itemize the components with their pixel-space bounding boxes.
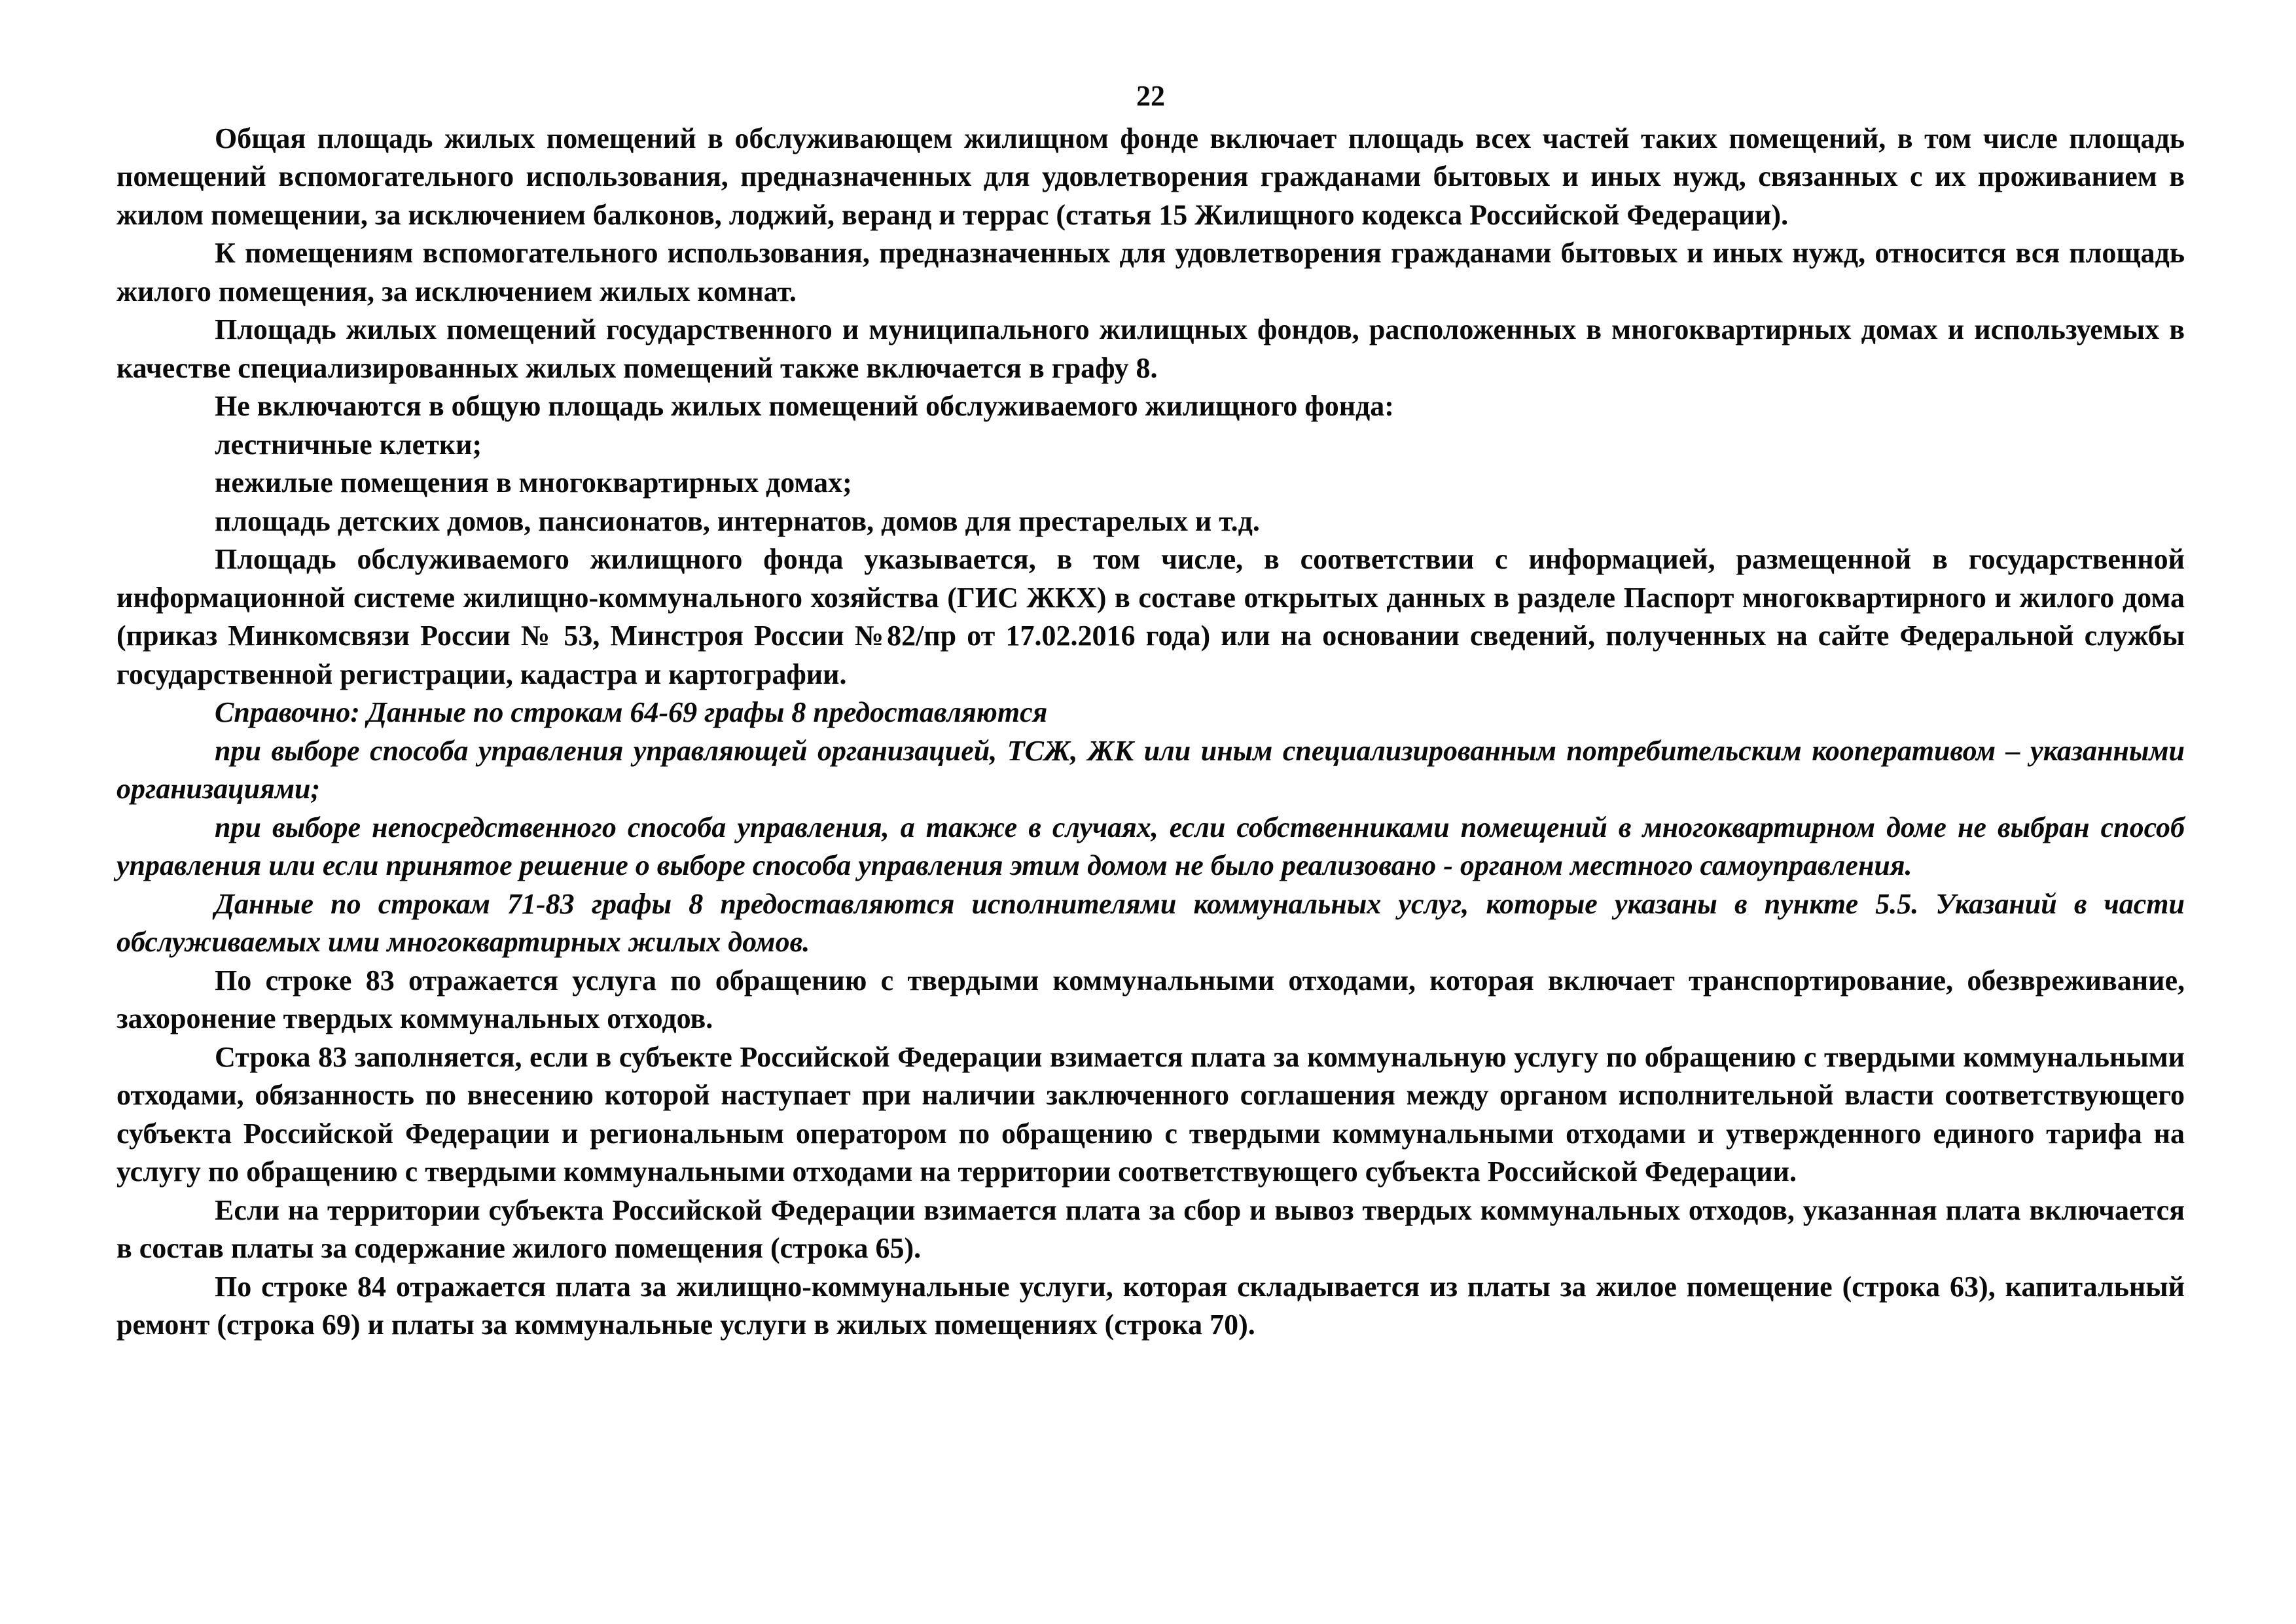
paragraph: площадь детских домов, пансионатов, интернатов, домов для престарелых и т.д. [215,504,1260,537]
paragraph: Общая площадь жилых помещений в обслуживающем жилищном фонде включает площадь всех частей таких помещений, в том числе площадь помещений вспомогательного использования, предназначенных для удовлетворения гражданами бытовых и иных нужд, связанных с их проживанием в жилом помещении, за исключением балконов, лоджий, веранд и террас (статья 15 Жилищного кодекса Российской Федерации). [117,122,2185,231]
paragraph: Если на территории субъекта Российской Федерации взимается плата за сбор и вывоз твердых коммунальных отходов, указанная плата включается в состав платы за содержание жилого помещения (строка 65). [117,1193,2185,1264]
paragraph: при выборе непосредственного способа управления, а также в случаях, если собственниками помещений в многоквартирном доме не выбран способ управления или если принятое решение о выборе способа управления этим домом не было реализовано - органом местного самоуправления. [117,811,2185,881]
paragraph: лестничные клетки; [215,428,482,461]
paragraph: Данные по строкам 71-83 графы 8 предоставляются исполнителями коммунальных услуг, которые указаны в пункте 5.5. Указаний в части обслуживаемых ими многоквартирных жилых домов. [117,887,2185,958]
paragraph: Площадь жилых помещений государственного и муниципального жилищных фондов, расположенных в многоквартирных домах и используемых в качестве специализированных жилых помещений также включается в графу 8. [117,313,2185,384]
paragraph: По строке 84 отражается плата за жилищно-коммунальные услуги, которая складывается из платы за жилое помещение (строка 63), капитальный ремонт (строка 69) и платы за коммунальные услуги в жилых помещениях (строка 70). [117,1270,2185,1341]
paragraph: Площадь обслуживаемого жилищного фонда указывается, в том числе, в соответствии с информацией, размещенной в государственной информационной системе жилищно-коммунального хозяйства (ГИС ЖКХ) в составе открытых данных в разделе Паспорт многоквартирного и жилого дома (приказ Минкомсвязи России № 53, Минстроя России №82/пр от 17.02.2016 года) или на основании сведений, полученных на сайте Федеральной службы государственной регистрации, кадастра и картографии. [117,543,2185,690]
paragraph: при выборе способа управления управляющей организацией, ТСЖ, ЖК или иным специализированным потребительским кооперативом – указанными организациями; [117,734,2185,805]
paragraph: нежилые помещения в многоквартирных домах; [215,467,852,499]
document-page [117,77,2185,1345]
paragraph: Не включаются в общую площадь жилых помещений обслуживаемого жилищного фонда: [215,390,1394,422]
paragraph: Строка 83 заполняется, если в субъекте Российской Федерации взимается плата за коммунальную услугу по обращению с твердыми коммунальными отходами, обязанность по внесению которой наступает при наличии заключенного соглашения между органом исполнительной власти соответствующего субъекта Российской Федерации и региональным оператором по обращению с твердыми коммунальными отходами и утвержденного единого тарифа на услугу по обращению с твердыми коммунальными отходами на территории соответствующего субъекта Российской Федерации. [117,1040,2185,1188]
paragraph: По строке 83 отражается услуга по обращению с твердыми коммунальными отходами, которая включает транспортирование, обезвреживание, захоронение твердых коммунальных отходов. [117,964,2185,1034]
page-number: 22 [1136,80,1165,112]
paragraph: К помещениям вспомогательного использования, предназначенных для удовлетворения гражданами бытовых и иных нужд, относится вся площадь жилого помещения, за исключением жилых комнат. [117,237,2185,308]
paragraph: Справочно: Данные по строкам 64-69 графы 8 предоставляются [215,696,1048,728]
document-body [117,120,2185,1345]
